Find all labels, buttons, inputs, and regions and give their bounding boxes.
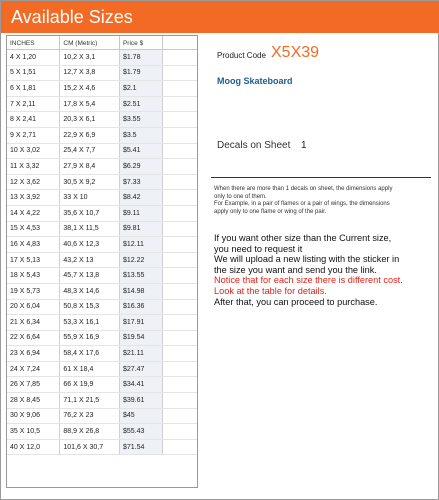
column-header-inches: INCHES bbox=[7, 36, 60, 50]
cell-inches: 10 X 3,02 bbox=[7, 143, 60, 159]
cell-price: $12.22 bbox=[119, 252, 162, 268]
cell-price: $13.55 bbox=[119, 268, 162, 284]
cell-cm: 25,4 X 7,7 bbox=[60, 143, 120, 159]
cell-price: $6.29 bbox=[119, 159, 162, 175]
cell-inches: 28 X 8,45 bbox=[7, 393, 60, 409]
cell-price: $5.41 bbox=[119, 143, 162, 159]
cell-inches: 8 X 2,41 bbox=[7, 112, 60, 128]
table-row bbox=[7, 81, 197, 97]
cell-blank bbox=[163, 174, 197, 190]
cell-blank bbox=[163, 377, 197, 393]
cell-cm: 35,6 X 10,7 bbox=[60, 205, 120, 221]
cell-price: $19.54 bbox=[119, 330, 162, 346]
table-row bbox=[7, 330, 197, 346]
cell-inches: 35 X 10,5 bbox=[7, 424, 60, 440]
cell-blank bbox=[163, 112, 197, 128]
cell-price: $1.79 bbox=[119, 65, 162, 81]
cell-inches: 7 X 2,11 bbox=[7, 96, 60, 112]
cell-inches: 5 X 1,51 bbox=[7, 65, 60, 81]
table-row bbox=[7, 408, 197, 424]
cell-inches: 23 X 6,94 bbox=[7, 346, 60, 362]
cell-inches: 4 X 1,20 bbox=[7, 50, 60, 66]
cell-inches: 26 X 7,85 bbox=[7, 377, 60, 393]
cell-price: $9.11 bbox=[119, 205, 162, 221]
message-line: If you want other size than the Current size, bbox=[214, 233, 392, 243]
note-line: apply only to one flame or wing of the pair. bbox=[214, 208, 327, 215]
cell-blank bbox=[163, 268, 197, 284]
table-row bbox=[7, 299, 197, 315]
cell-cm: 45,7 X 13,8 bbox=[60, 268, 120, 284]
table-row bbox=[7, 439, 197, 455]
cell-inches: 30 X 9,06 bbox=[7, 408, 60, 424]
cell-price: $2.51 bbox=[119, 96, 162, 112]
table-row bbox=[7, 174, 197, 190]
cell-blank bbox=[163, 283, 197, 299]
notice-line: Notice that for each size there is different cost. bbox=[214, 275, 403, 286]
cell-cm: 61 X 18,4 bbox=[60, 361, 120, 377]
cell-price: $1.78 bbox=[119, 50, 162, 66]
cell-inches: 24 X 7,24 bbox=[7, 361, 60, 377]
size-table-grid bbox=[7, 36, 197, 455]
cell-blank bbox=[163, 361, 197, 377]
decals-label: Decals on Sheet bbox=[217, 140, 291, 151]
cell-cm: 88,9 X 26,8 bbox=[60, 424, 120, 440]
divider bbox=[211, 177, 431, 178]
cell-blank bbox=[163, 315, 197, 331]
message-line: After that, you can proceed to purchase. bbox=[214, 296, 378, 307]
cell-blank bbox=[163, 127, 197, 143]
cell-blank bbox=[163, 221, 197, 237]
cell-blank bbox=[163, 408, 197, 424]
column-header-blank bbox=[163, 36, 197, 50]
message-line: the size you want and send you the link. bbox=[214, 264, 377, 275]
header-title: Available Sizes bbox=[1, 1, 439, 33]
cell-inches: 17 X 5,13 bbox=[7, 252, 60, 268]
dimensions-note bbox=[214, 186, 428, 216]
table-row bbox=[7, 393, 197, 409]
cell-cm: 38,1 X 11,5 bbox=[60, 221, 120, 237]
cell-price: $2.1 bbox=[119, 81, 162, 97]
cell-cm: 53,3 X 16,1 bbox=[60, 315, 120, 331]
cell-blank bbox=[163, 50, 197, 66]
cell-inches: 40 X 12,0 bbox=[7, 439, 60, 455]
cell-cm: 50,8 X 15,3 bbox=[60, 299, 120, 315]
cell-price: $71.54 bbox=[119, 439, 162, 455]
cell-blank bbox=[163, 205, 197, 221]
note-line: only to one of them. bbox=[214, 193, 267, 200]
cell-price: $3.5 bbox=[119, 127, 162, 143]
cell-blank bbox=[163, 143, 197, 159]
note-line: For Example, in a pair of flames or a pair of wings, the dimensions bbox=[214, 201, 390, 207]
table-row bbox=[7, 268, 197, 284]
column-header-price: Price $ bbox=[119, 36, 162, 50]
cell-cm: 101,6 X 30,7 bbox=[60, 439, 120, 455]
cell-inches: 15 X 4,53 bbox=[7, 221, 60, 237]
table-row bbox=[7, 237, 197, 253]
table-row bbox=[7, 112, 197, 128]
cell-blank bbox=[163, 299, 197, 315]
table-row bbox=[7, 424, 197, 440]
cell-blank bbox=[163, 190, 197, 206]
product-code-value: X5X39 bbox=[271, 44, 320, 61]
cell-blank bbox=[163, 424, 197, 440]
cell-inches: 20 X 6,04 bbox=[7, 299, 60, 315]
custom-size-message bbox=[214, 233, 436, 307]
cell-cm: 27,9 X 8,4 bbox=[60, 159, 120, 175]
cell-price: $16.36 bbox=[119, 299, 162, 315]
cell-blank bbox=[163, 96, 197, 112]
size-table bbox=[6, 35, 198, 488]
table-row bbox=[7, 159, 197, 175]
cell-cm: 12,7 X 3,8 bbox=[60, 65, 120, 81]
cell-inches: 21 X 6,34 bbox=[7, 315, 60, 331]
cell-price: $12.11 bbox=[119, 237, 162, 253]
cell-cm: 15,2 X 4,6 bbox=[60, 81, 120, 97]
cell-cm: 22,9 X 6,9 bbox=[60, 127, 120, 143]
cell-inches: 13 X 3,92 bbox=[7, 190, 60, 206]
table-row bbox=[7, 96, 197, 112]
cell-cm: 30,5 X 9,2 bbox=[60, 174, 120, 190]
table-row bbox=[7, 346, 197, 362]
decals-value: 1 bbox=[301, 140, 307, 151]
cell-blank bbox=[163, 159, 197, 175]
cell-blank bbox=[163, 237, 197, 253]
table-row bbox=[7, 50, 197, 66]
notice-line: Look at the table for details. bbox=[214, 285, 327, 296]
cell-price: $8.42 bbox=[119, 190, 162, 206]
column-header-cm: CM (Metric) bbox=[60, 36, 120, 50]
product-name: Moog Skateboard bbox=[217, 76, 293, 86]
cell-blank bbox=[163, 252, 197, 268]
cell-price: $7.33 bbox=[119, 174, 162, 190]
table-row bbox=[7, 283, 197, 299]
note-line: When there are more than 1 decals on sheet, the dimensions apply bbox=[214, 186, 393, 192]
table-row bbox=[7, 205, 197, 221]
cell-inches: 11 X 3,32 bbox=[7, 159, 60, 175]
cell-blank bbox=[163, 81, 197, 97]
size-table-body bbox=[7, 50, 197, 455]
cell-blank bbox=[163, 393, 197, 409]
cell-cm: 40,6 X 12,3 bbox=[60, 237, 120, 253]
table-row bbox=[7, 143, 197, 159]
cell-cm: 43,2 X 13 bbox=[60, 252, 120, 268]
cell-cm: 20,3 X 6,1 bbox=[60, 112, 120, 128]
cell-cm: 71,1 X 21,5 bbox=[60, 393, 120, 409]
cell-price: $34.41 bbox=[119, 377, 162, 393]
product-code-label: Product Code bbox=[217, 51, 266, 60]
cell-inches: 9 X 2,71 bbox=[7, 127, 60, 143]
cell-blank bbox=[163, 330, 197, 346]
table-row bbox=[7, 190, 197, 206]
cell-inches: 14 X 4,22 bbox=[7, 205, 60, 221]
cell-price: $39.61 bbox=[119, 393, 162, 409]
cell-price: $9.81 bbox=[119, 221, 162, 237]
cell-price: $45 bbox=[119, 408, 162, 424]
message-line: We will upload a new listing with the sticker in bbox=[214, 254, 400, 265]
cell-cm: 66 X 19,9 bbox=[60, 377, 120, 393]
cell-inches: 19 X 5,73 bbox=[7, 283, 60, 299]
table-row bbox=[7, 361, 197, 377]
cell-cm: 17,8 X 5,4 bbox=[60, 96, 120, 112]
cell-blank bbox=[163, 65, 197, 81]
cell-cm: 33 X 10 bbox=[60, 190, 120, 206]
table-row bbox=[7, 377, 197, 393]
table-row bbox=[7, 221, 197, 237]
cell-inches: 16 X 4,83 bbox=[7, 237, 60, 253]
table-row bbox=[7, 65, 197, 81]
cell-inches: 18 X 5,43 bbox=[7, 268, 60, 284]
table-row bbox=[7, 252, 197, 268]
table-header-row bbox=[7, 36, 197, 50]
cell-blank bbox=[163, 346, 197, 362]
cell-price: $27.47 bbox=[119, 361, 162, 377]
cell-cm: 48,3 X 14,6 bbox=[60, 283, 120, 299]
cell-inches: 22 X 6,64 bbox=[7, 330, 60, 346]
cell-blank bbox=[163, 439, 197, 455]
cell-inches: 12 X 3,62 bbox=[7, 174, 60, 190]
cell-cm: 76,2 X 23 bbox=[60, 408, 120, 424]
cell-price: $14.98 bbox=[119, 283, 162, 299]
cell-cm: 58,4 X 17,6 bbox=[60, 346, 120, 362]
cell-price: $17.91 bbox=[119, 315, 162, 331]
message-line: you need to request it bbox=[214, 243, 303, 254]
table-row bbox=[7, 315, 197, 331]
table-row bbox=[7, 127, 197, 143]
cell-cm: 10,2 X 3,1 bbox=[60, 50, 120, 66]
cell-inches: 6 X 1,81 bbox=[7, 81, 60, 97]
cell-price: $55.43 bbox=[119, 424, 162, 440]
cell-price: $3.55 bbox=[119, 112, 162, 128]
cell-price: $21.11 bbox=[119, 346, 162, 362]
cell-cm: 55,9 X 16,9 bbox=[60, 330, 120, 346]
